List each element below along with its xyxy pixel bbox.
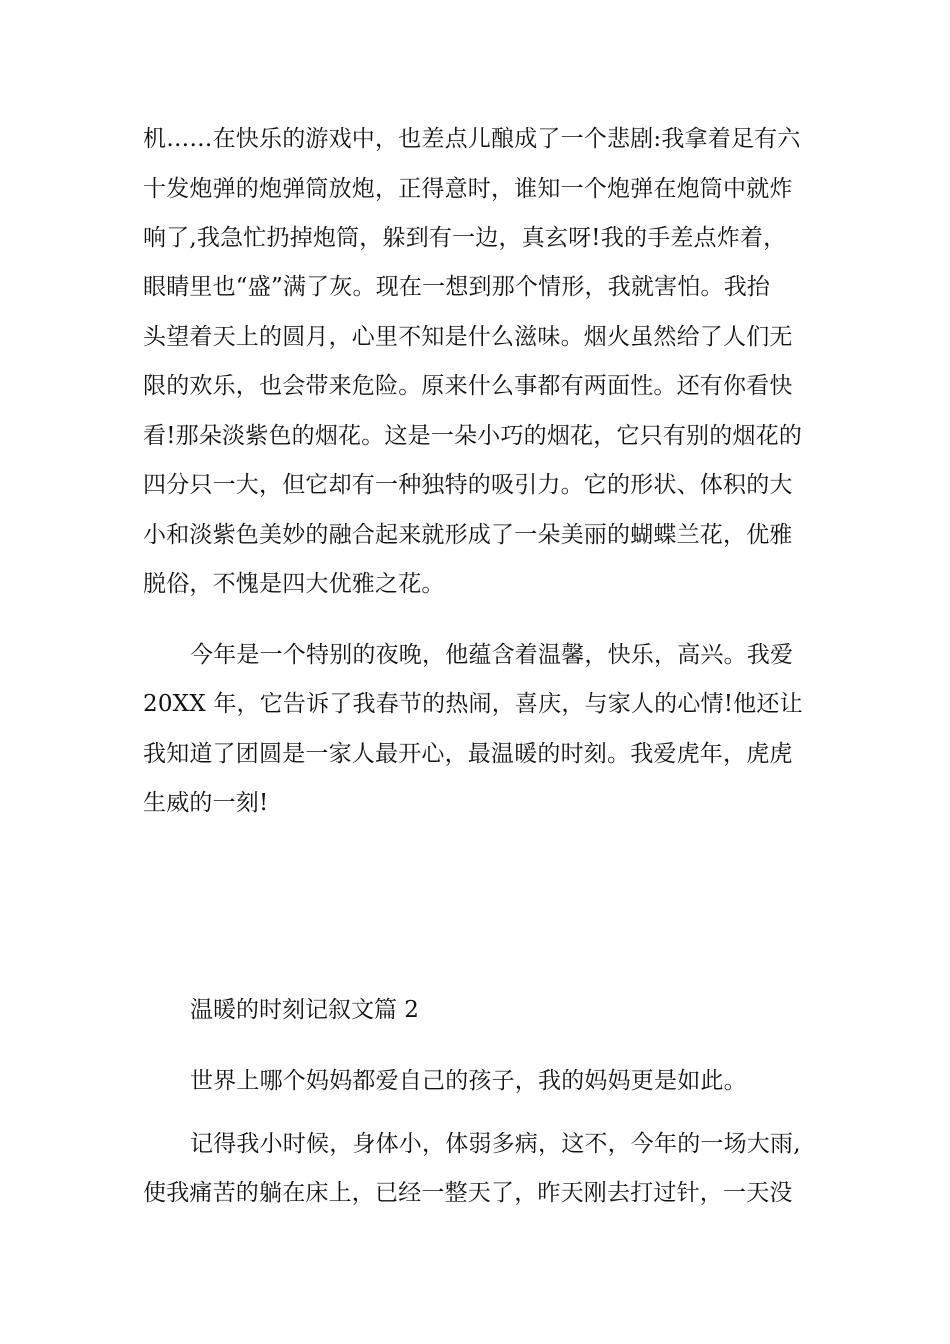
text-line: 脱俗，不愧是四大优雅之花。 xyxy=(143,571,445,597)
text-line: 今年是一个特别的夜晚，他蕴含着温馨，快乐，高兴。我爱 xyxy=(190,642,794,668)
text-line: 小和淡紫色美妙的融合起来就形成了一朵美丽的蝴蝶兰花，优雅 xyxy=(143,522,793,548)
text-line: 生威的一刻! xyxy=(143,790,269,816)
text-line: 看!那朵淡紫色的烟花。这是一朵小巧的烟花，它只有别的烟花的 xyxy=(143,423,803,449)
text-line: 响了,我急忙扔掉炮筒，躲到有一边，真玄呀!我的手差点炸着， xyxy=(143,225,787,251)
text-line: 限的欢乐，也会带来危险。原来什么事都有两面性。还有你看快 xyxy=(143,373,793,399)
text-line: 我知道了团圆是一家人最开心，最温暖的时刻。我爱虎年，虎虎 xyxy=(143,741,793,767)
text-line: 四分只一大，但它却有一种独特的吸引力。它的形状、体积的大 xyxy=(143,472,793,498)
text-line: 十发炮弹的炮弹筒放炮，正得意时，谁知一个炮弹在炮筒中就炸 xyxy=(143,176,793,202)
text-line: 世界上哪个妈妈都爱自己的孩子，我的妈妈更是如此。 xyxy=(190,1068,747,1094)
text-line: 使我痛苦的躺在床上，已经一整天了，昨天刚去打过针，一天没 xyxy=(143,1180,793,1206)
text-line: 记得我小时候，身体小，体弱多病，这不，今年的一场大雨, xyxy=(190,1131,801,1157)
text-line: 眼睛里也“盛”满了灰。现在一想到那个情形，我就害怕。我抬 xyxy=(143,274,771,300)
text-line: 机……在快乐的游戏中，也差点儿酿成了一个悲剧:我拿着足有六 xyxy=(143,126,801,152)
text-line: 20XX 年，它告诉了我春节的热闹，喜庆，与家人的心情!他还让 xyxy=(143,691,803,717)
section-heading: 温暖的时刻记叙文篇 2 xyxy=(190,997,419,1023)
text-line: 头望着天上的圆月，心里不知是什么滋味。烟火虽然给了人们无 xyxy=(143,324,793,350)
